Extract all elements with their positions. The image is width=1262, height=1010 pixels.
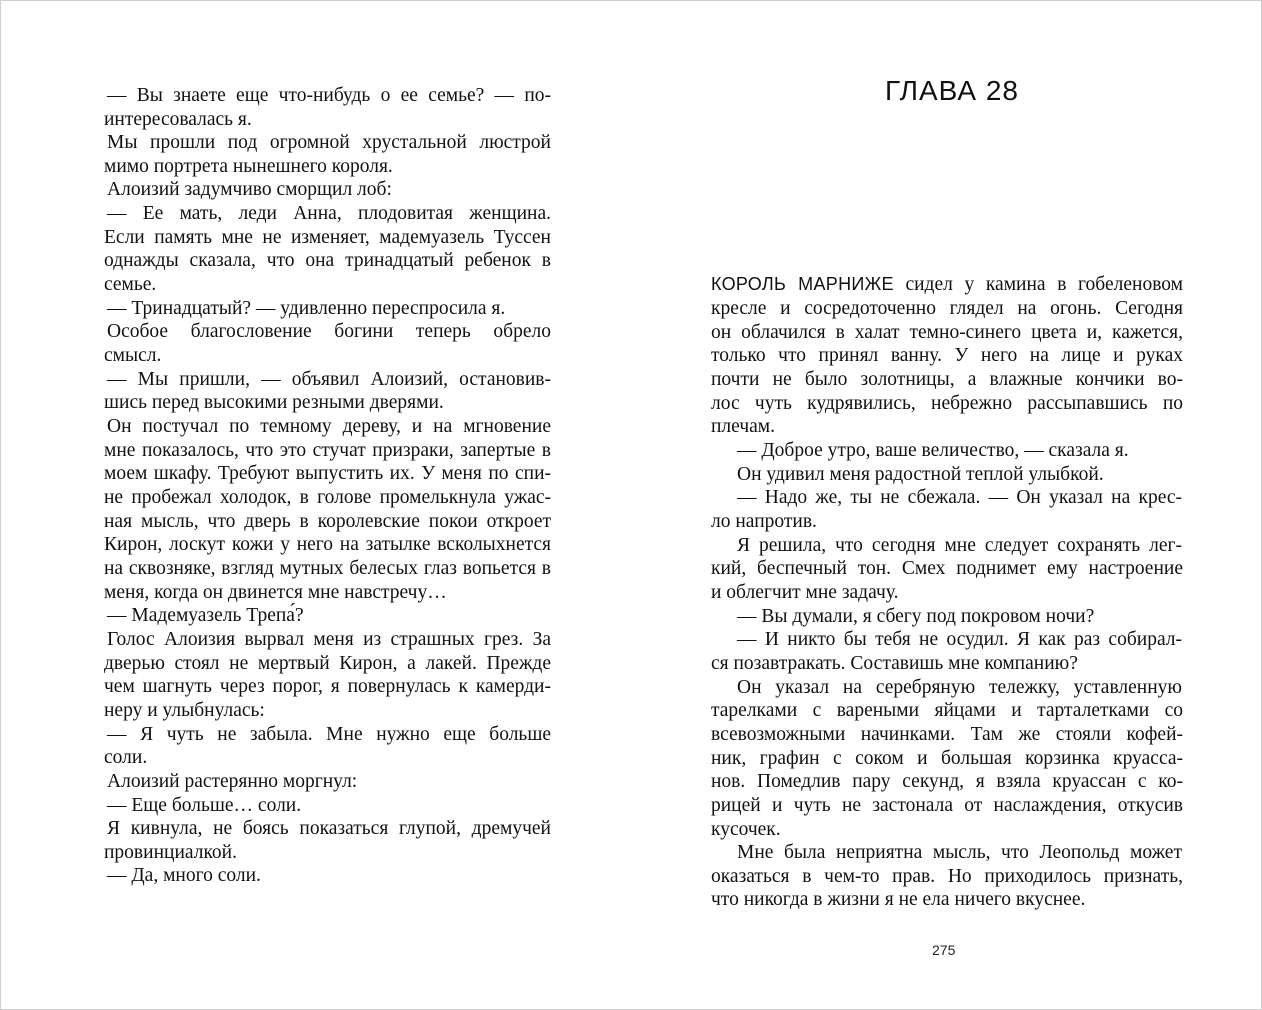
text-line: кусочек. [711,819,781,840]
text-line: Голос Алоизия вырвал меня из страшных грез. За [107,629,551,650]
text-line: ло напротив. [711,511,817,532]
text-line: мимо портрета нынешнего короля. [104,156,393,177]
text-line: неру и улыбнулась: [104,700,265,721]
text-line: и облегчит мне задачу. [711,582,899,603]
text-line: Он удивил меня радостной теплой улыбкой. [737,464,1104,485]
text-line: ся позавтракать. Составишь мне компанию? [711,653,1078,674]
text-line: лос чуть кудрявились, небрежно рассыпавшись по [711,393,1183,414]
text-line: однажды сказала, что она тринадцатый ребенок в [104,250,551,271]
text-line: — Мадемуазель Трепа́? [107,605,304,626]
text-line: что никогда в жизни я не ела ничего вкуснее. [711,889,1086,910]
text-line: — Да, много соли. [107,865,261,886]
right-page [632,1,1262,1009]
text-line: интересовалась я. [104,109,252,130]
text-line: всевозможными начинками. Там же стояли кофей- [711,724,1183,745]
text-line: Я кивнула, не боясь показаться глупой, дремучей [107,818,551,839]
text-line: Мне была неприятна мысль, что Леопольд может [737,842,1182,863]
text-line: — Еще больше… соли. [107,795,302,816]
text-fragment: сидел у камина в гобеленовом [893,274,1183,295]
chapter-title: ГЛАВА 28 [885,75,1019,106]
page-number: 275 [932,942,956,958]
text-line: — Вы думали, я сбегу под покровом ночи? [737,606,1095,627]
text-line: кий, беспечный тон. Смех поднимет ему настроение [711,558,1183,579]
text-line: — Доброе утро, ваше величество, — сказала я. [737,440,1129,461]
text-line: плечам. [711,416,776,437]
text-line: Он постучал по темному дереву, и на мгновение [107,416,551,437]
text-line: Я решила, что сегодня мне следует сохранять лег- [737,535,1182,556]
text-line: тарелками с вареными яйцами и тарталетками со [711,700,1183,721]
text-line: кресле и сосредоточенно глядел на огонь. Сегодня [711,298,1183,319]
text-line: не пробежал холодок, в голове промелькнула ужас- [104,487,551,508]
text-line: — Вы знаете еще что-нибудь о ее семье? — по- [107,85,551,106]
text-line: — Надо же, ты не сбежала. — Он указал на крес- [737,487,1182,508]
text-line: нов. Помедлив пару секунд, я взяла круассан с ко- [711,771,1183,792]
text-line: — И никто бы тебя не осудил. Я как раз собирал- [737,629,1182,650]
text-line: оказаться в чем-то прав. Но приходилось признать, [711,866,1183,887]
text-line [711,273,1183,297]
text-line: меня, когда он двинется мне навстречу… [104,582,447,603]
text-line: почти не было золотницы, а влажные кончики во- [711,369,1183,390]
text-line: на сквозняке, взгляд мутных белесых глаз вопьется в [104,558,551,579]
text-line: дверью стоял не мертвый Кирон, а лакей. Прежде [104,653,551,674]
text-line: Если память мне не изменяет, мадемуазель Туссен [104,227,551,248]
text-line: — Мы пришли, — объявил Алоизий, остановив- [107,369,551,390]
text-line: шись перед высокими резными дверями. [104,392,444,413]
text-line: моем шкафу. Требуют выпустить их. У меня по спи- [104,463,551,484]
text-line: только что принял ванну. У него на лице и руках [711,345,1183,366]
text-line: смысл. [104,345,162,366]
text-line: ная мысль, что дверь в королевские покои откроет [104,511,551,532]
text-line: — Ее мать, леди Анна, плодовитая женщина. [107,203,551,224]
text-line: он облачился в халат темно-синего цвета и, кажется, [711,322,1183,343]
text-line: — Я чуть не забыла. Мне нужно еще больше [107,724,551,745]
text-line: Алоизий растерянно моргнул: [107,771,358,792]
text-line: Кирон, лоскут кожи у него на затылке всколыхнется [104,534,551,555]
text-line: Мы прошли под огромной хрустальной люстрой [107,132,551,153]
text-line: провинциалкой. [104,842,237,863]
text-line: рицей и чуть не застонала от наслаждения, откусив [711,795,1183,816]
text-line: ник, графин с соком и большая корзинка круасса- [711,748,1183,769]
lead-caps: КОРОЛЬ МАРНИЖЕ [711,274,894,294]
text-line: Алоизий задумчиво сморщил лоб: [107,179,392,200]
text-line: мне показалось, что это стучат призраки, запертые в [104,440,551,461]
left-page [1,1,631,1009]
text-line: семье. [104,274,157,295]
text-line: соли. [104,747,148,768]
text-line: — Тринадцатый? — удивленно переспросила я. [107,298,506,319]
text-line: чем шагнуть через порог, я повернулась к камерди- [104,676,551,697]
text-line: Он указал на серебряную тележку, уставленную [737,677,1182,698]
text-line: Особое благословение богини теперь обрело [107,321,551,342]
